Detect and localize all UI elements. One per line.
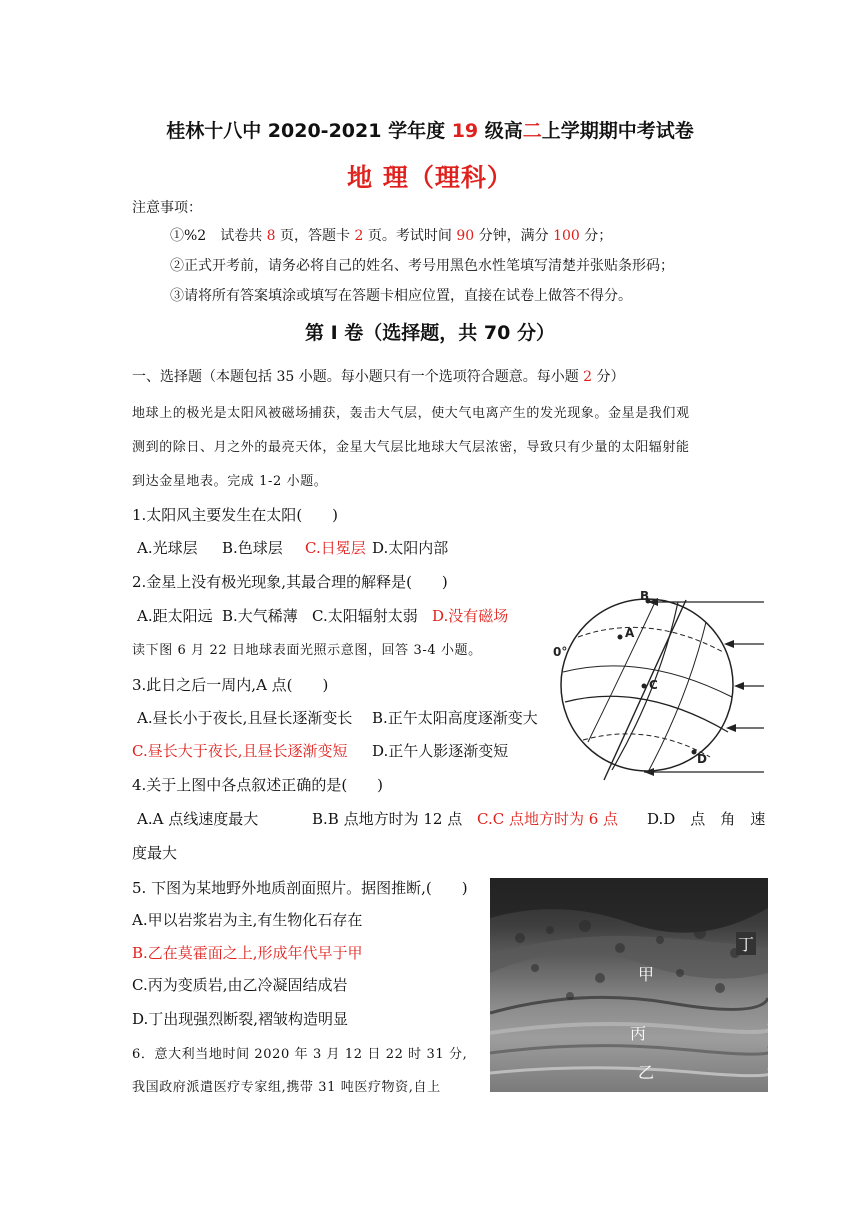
- meridian-line-2: [588, 600, 656, 742]
- q6-line1: 6．意大利当地时间 2020 年 3 月 12 日 22 时 31 分,: [132, 1047, 468, 1062]
- q2-stem: 2.金星上没有极光现象,其最合理的解释是( ): [132, 573, 448, 591]
- photo-label-ding: 丁: [736, 932, 756, 955]
- q4-option-b: B.B 点地方时为 12 点: [312, 810, 463, 828]
- label-c: C: [649, 678, 658, 692]
- q4-option-a: A.A 点线速度最大: [137, 810, 259, 828]
- arrowhead-4: [726, 724, 736, 732]
- section-intro: 一、选择题（本题包括 35 小题。每小题只有一个选项符合题意。每小题 2 分）: [132, 369, 625, 385]
- geology-photo-texture: [490, 878, 768, 1092]
- q6-line2: 我国政府派遣医疗专家组,携带 31 吨医疗物资,自上: [132, 1080, 441, 1095]
- note-3: ③请将所有答案填涂或填写在答题卡相应位置，直接在试卷上做答不得分。: [170, 288, 632, 304]
- q2-option-d: D.没有磁场: [432, 607, 509, 625]
- photo-label-yi: 乙: [638, 1063, 655, 1082]
- globe-illumination-diagram: [548, 582, 770, 788]
- subject-title: 地 理（理科）: [347, 163, 513, 192]
- q1-stem: 1.太阳风主要发生在太阳( ): [132, 506, 339, 524]
- notes-heading: 注意事项：: [132, 200, 202, 216]
- note-2: ②正式开考前，请务必将自己的姓名、考号用黑色水性笔填写清楚并张贴条形码；: [170, 258, 674, 274]
- q1-option-b: B.色球层: [222, 539, 283, 557]
- point-c-marker: [642, 684, 647, 689]
- q3-option-d: D.正午人影逐渐变短: [372, 742, 509, 760]
- photo-label-jia: 甲: [638, 965, 655, 984]
- photo-label-bing: 丙: [630, 1024, 647, 1043]
- note-1: ①%2 试卷共 8 页，答题卡 2 页。考试时间 90 分钟，满分 100 分；: [170, 228, 613, 244]
- q4-stem: 4.关于上图中各点叙述正确的是( ): [132, 776, 384, 794]
- q3-option-a: A.昼长小于夜长,且昼长逐渐变长: [137, 709, 353, 727]
- q3-option-b: B.正午太阳高度逐渐变大: [372, 709, 538, 727]
- q5-stem: 5. 下图为某地野外地质剖面照片。据图推断,( ): [132, 879, 468, 897]
- q2-option-b: B.大气稀薄: [222, 607, 298, 625]
- passage1-line3: 到达金星地表。完成 1-2 小题。: [132, 474, 328, 489]
- arrowhead-2: [724, 640, 734, 648]
- point-d-marker: [692, 750, 697, 755]
- latitude-line-3: [583, 734, 710, 757]
- q4-option-d: D.D 点 角 速: [647, 810, 766, 828]
- q2-option-c: C.太阳辐射太弱: [312, 607, 418, 625]
- earth-axis: [604, 600, 686, 780]
- section-title: 第 Ⅰ 卷（选择题，共 70 分）: [305, 322, 555, 344]
- q1-option-d: D.太阳内部: [372, 539, 449, 557]
- passage2: 读下图 6 月 22 日地球表面光照示意图，回答 3-4 小题。: [132, 643, 482, 658]
- passage1-line2: 测到的除日、月之外的最亮天体，金星大气层比地球大气层浓密，导致只有少量的太阳辐射能: [132, 440, 690, 455]
- label-0-degree: 0°: [553, 645, 568, 659]
- q3-option-c: C.昼长大于夜长,且昼长逐渐变短: [132, 742, 348, 760]
- exam-title: 桂林十八中 2020-2021 学年度 19 级高二上学期期中考试卷: [166, 120, 694, 142]
- q1-option-a: A.光球层: [137, 539, 198, 557]
- arrowhead-3: [734, 682, 744, 690]
- label-a: A: [625, 626, 635, 640]
- q5-option-b: B.乙在莫霍面之上,形成年代早于甲: [132, 944, 363, 962]
- label-d: D: [697, 752, 707, 766]
- label-b: B: [640, 589, 650, 603]
- meridian-line-3: [648, 622, 706, 772]
- geology-photo: [490, 878, 768, 1092]
- q5-option-c: C.丙为变质岩,由乙冷凝固结成岩: [132, 976, 348, 994]
- point-a-marker: [618, 635, 623, 640]
- q3-stem: 3.此日之后一周内,A 点( ): [132, 676, 329, 694]
- q1-option-c: C.日冕层: [305, 539, 366, 557]
- q4-option-c: C.C 点地方时为 6 点: [477, 810, 619, 828]
- latitude-line-2: [563, 666, 732, 697]
- passage1-line1: 地球上的极光是太阳风被磁场捕获，轰击大气层，使大气电离产生的发光现象。金星是我们观: [132, 406, 690, 421]
- q5-option-d: D.丁出现强烈断裂,褶皱构造明显: [132, 1010, 349, 1028]
- q5-option-a: A.甲以岩浆岩为主,有生物化石存在: [132, 911, 363, 929]
- q2-option-a: A.距太阳远: [137, 607, 213, 625]
- q4-option-d-cont: 度最大: [132, 844, 178, 862]
